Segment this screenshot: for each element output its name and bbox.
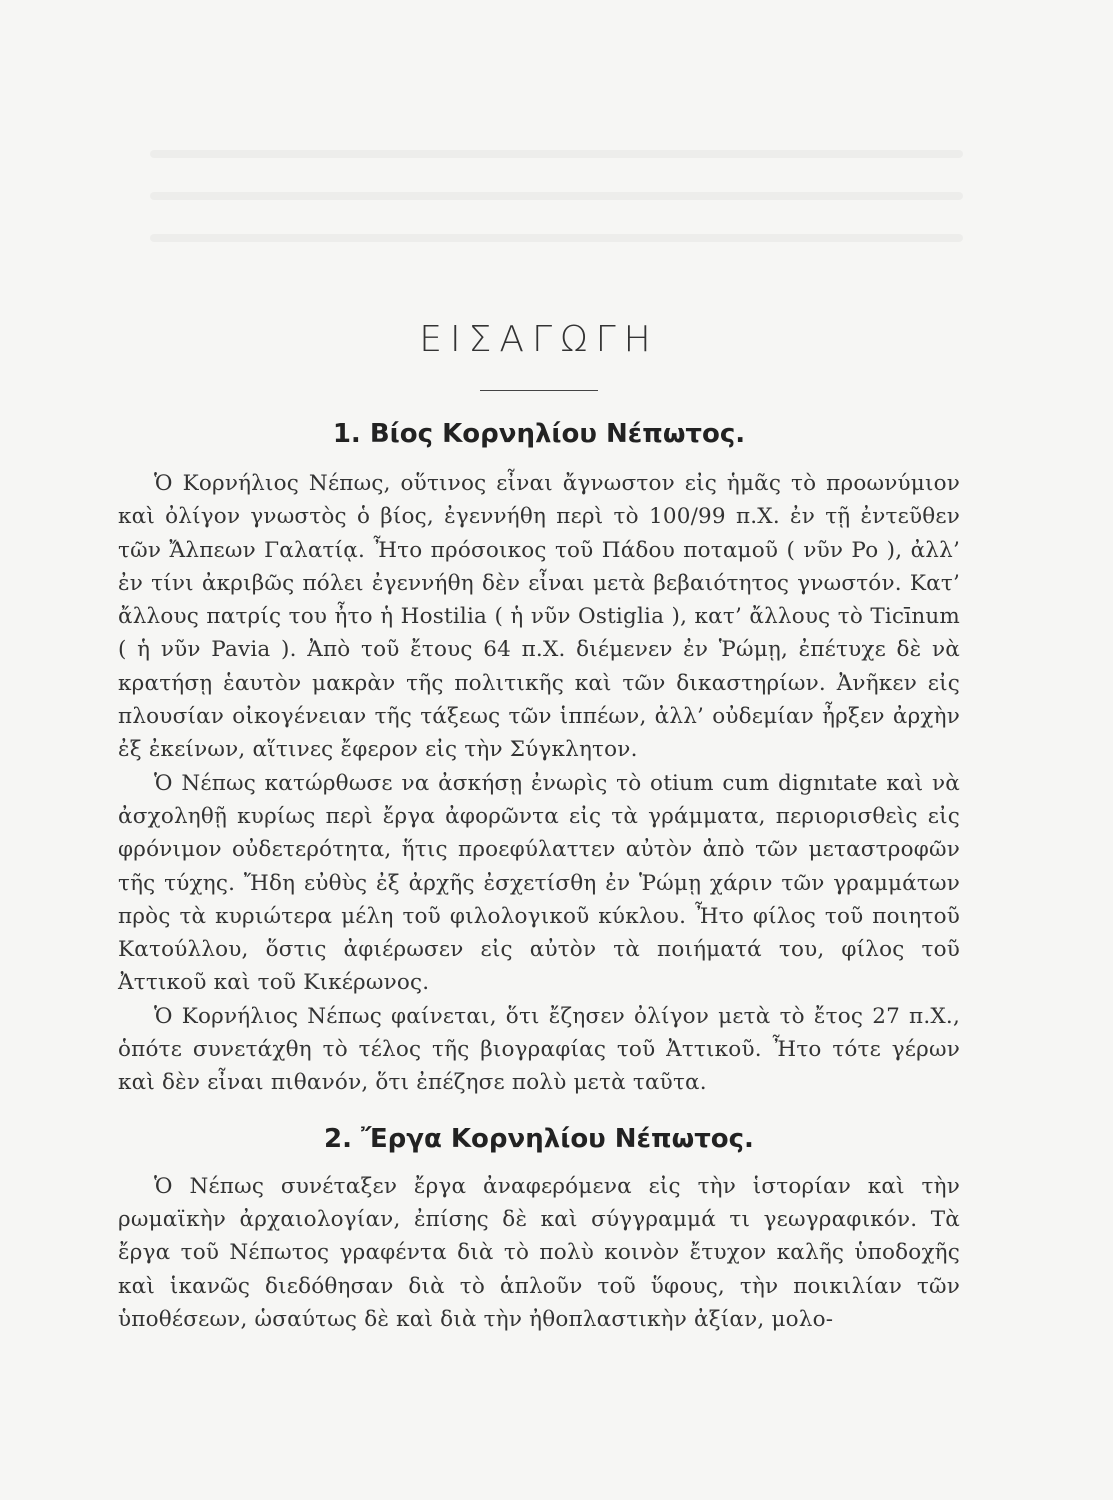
paragraph: Ὁ Νέπως συνέταξεν ἔργα ἀναφερόμενα εἰς τὴν ἱστορίαν καὶ τὴν ρωμαϊκὴν ἀρχαιολογίαν, ἐπίσης δὲ καὶ σύγγραμμά τι γεωγραφικόν. Τὰ ἔργα τοῦ Νέπωτος γραφέντα διὰ τὸ πολὺ κοινὸν ἔτυχον καλῆς ὑποδοχῆς καὶ ἱκανῶς διεδόθησαν διὰ τὸ ἁπλοῦν τοῦ ὕφους, τὴν ποικιλίαν τῶν ὑποθέσεων, ὡσαύτως δὲ καὶ διὰ τὴν ἠθοπλαστικὴν ἀξίαν, μολο- [118,1173,960,1332]
section-heading-2: 2. Ἔργα Κορνηλίου Νέπωτος. [324,1123,754,1154]
bleed-through-text [150,150,963,280]
paragraph: Ὁ Νέπως κατώρθωσε να ἀσκήσῃ ἐνωρὶς τὸ otium cum dignıtate καὶ νὰ ἀσχοληθῇ κυρίως περὶ ἔργα ἀφορῶντα εἰς τὰ γράμματα, περιορισθεὶς εἰς φρόνιμον οὐδετερότητα, ἥτις προεφύλαττεν αὐτὸν ἀπὸ τῶν μεταστροφῶν τῆς τύχης. Ἤδη εὐθὺς ἐξ ἀρχῆς ἐσχετίσθη ἐν Ῥώμῃ χάριν τῶν γραμμάτων πρὸς τὰ κυριώτερα μέλη τοῦ φιλολογικοῦ κύκλου. Ἦτο φίλος τοῦ ποιητοῦ Κατούλλου, ὅστις ἀφιέρωσεν εἰς αὐτὸν τὰ ποιήματά του, φίλος τοῦ Ἀττικοῦ καὶ τοῦ Κικέρωνος. [118,770,960,996]
paragraph: Ὁ Κορνήλιος Νέπως φαίνεται, ὅτι ἔζησεν ὀλίγον μετὰ τὸ ἔτος 27 π.Χ., ὁπότε συνετάχθη τὸ τέλος τῆς βιογραφίας τοῦ Ἀττικοῦ. Ἦτο τότε γέρων καὶ δὲν εἶναι πιθανόν, ὅτι ἐπέζησε πολὺ μετὰ ταῦτα. [118,1003,960,1096]
section-heading-1: 1. Βίος Κορνηλίου Νέπωτος. [332,419,746,449]
page-content [118,318,960,1336]
page-title: ΕΙΣΑΓΩΓΗ [419,319,659,360]
paragraph: Ὁ Κορνήλιος Νέπως, οὕτινος εἶναι ἄγνωστον εἰς ἡμᾶς τὸ προωνύμιον καὶ ὀλίγον γνωστὸς ὁ βίος, ἐγεννήθη περὶ τὸ 100/99 π.Χ. ἐν τῇ ἐντεῦθεν τῶν Ἄλπεων Γαλατίᾳ. Ἦτο πρόσοικος τοῦ Πάδου ποταμοῦ ( νῦν Po ), ἀλλ’ ἐν τίνι ἀκριβῶς πόλει ἐγεννήθη δὲν εἶναι μετὰ βεβαιότητος γνωστόν. Κατ’ ἄλλους πατρίς του ἦτο ἡ Hostilia ( ἡ νῦν Ostiglia ), κατ’ ἄλλους τὸ Ticīnum ( ἡ νῦν Pavia ). Ἀπὸ τοῦ ἔτους 64 π.Χ. διέμενεν ἐν Ῥώμῃ, ἐπέτυχε δὲ νὰ κρατήσῃ ἑαυτὸν μακρὰν τῆς πολιτικῆς καὶ τῶν δικαστηρίων. Ἀνῆκεν εἰς πλουσίαν οἰκογένειαν τῆς τάξεως τῶν ἱππέων, ἀλλ’ οὐδεμίαν ἦρξεν ἀρχὴν ἐξ ἐκείνων, αἵτινες ἔφερον εἰς τὴν Σύγκλητον. [118,471,960,763]
title-rule [480,390,598,391]
